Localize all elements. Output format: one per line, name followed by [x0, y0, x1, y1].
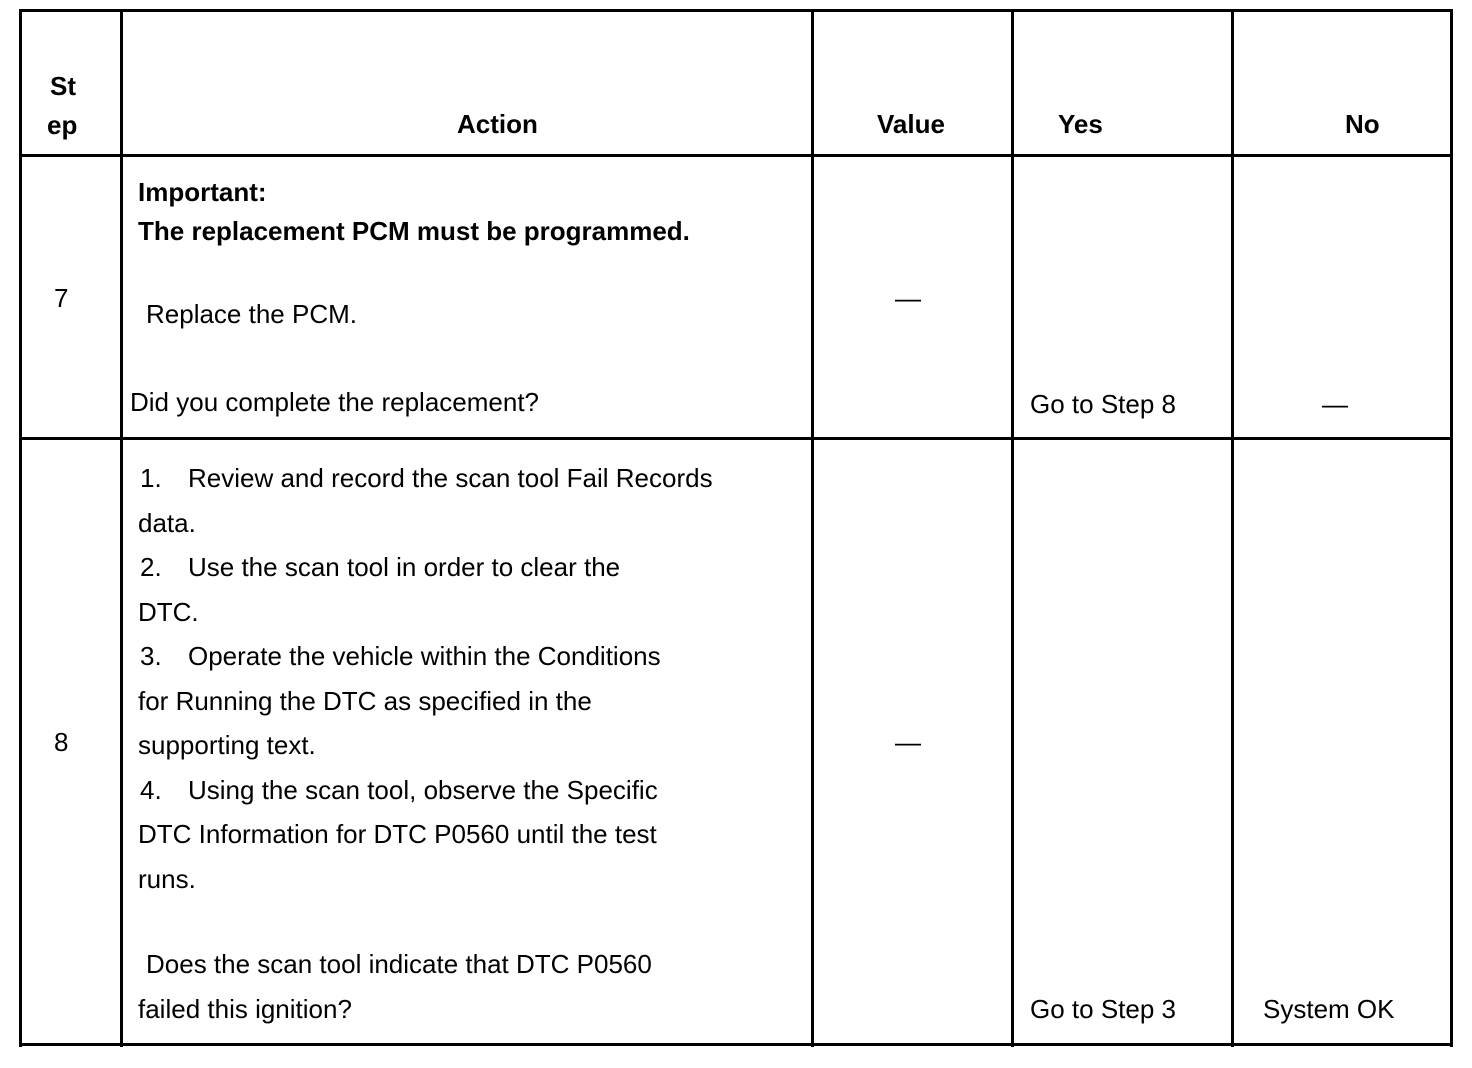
instruction-text: Replace the PCM.: [146, 299, 357, 329]
header-action: Action: [457, 109, 538, 139]
header-step-line1: St: [50, 71, 76, 101]
list-item-text: Use the scan tool in order to clear the: [188, 552, 621, 582]
list-item-number: 3.: [140, 641, 162, 671]
list-item-continuation: DTC Information for DTC P0560 until the test: [138, 819, 657, 849]
question-text: Does the scan tool indicate that DTC P0560: [146, 949, 652, 979]
important-text: The replacement PCM must be programmed.: [138, 216, 690, 246]
list-item-text: Operate the vehicle within the Conditions: [188, 641, 661, 671]
list-item-text: Using the scan tool, observe the Specific: [188, 775, 658, 805]
list-item-continuation: DTC.: [138, 597, 199, 627]
header-step-line2: ep: [47, 110, 78, 140]
no-cell: —: [1322, 389, 1348, 419]
question-text: Did you complete the replacement?: [130, 387, 540, 417]
list-item-number: 4.: [140, 775, 162, 805]
table-border-right: [1450, 9, 1453, 1047]
header-yes: Yes: [1058, 109, 1103, 139]
table-border-left: [19, 9, 22, 1047]
list-item: [140, 554, 620, 580]
list-item-continuation: runs.: [138, 864, 196, 894]
row-divider: [19, 437, 1453, 440]
table-border-bottom: [19, 1043, 1453, 1046]
list-item: [140, 465, 713, 491]
question-text-continuation: failed this ignition?: [138, 994, 352, 1024]
important-label: Important:: [138, 177, 267, 207]
list-item-number: 2.: [140, 552, 162, 582]
step-number: 8: [54, 727, 69, 757]
header-divider: [19, 154, 1453, 157]
list-item-continuation: supporting text.: [138, 730, 316, 760]
column-divider-action: [811, 9, 814, 1047]
list-item-text: Review and record the scan tool Fail Records: [188, 463, 713, 493]
yes-cell: Go to Step 8: [1030, 389, 1176, 419]
table-border-top: [19, 9, 1453, 12]
header-no: No: [1345, 109, 1380, 139]
list-item-continuation: for Running the DTC as specified in the: [138, 686, 592, 716]
column-divider-yes: [1231, 9, 1234, 1047]
list-item-number: 1.: [140, 463, 162, 493]
column-divider-step: [120, 9, 123, 1047]
list-item: [140, 643, 661, 669]
list-item: [140, 777, 658, 803]
header-value: Value: [877, 109, 945, 139]
value-cell: —: [895, 283, 921, 313]
step-number: 7: [54, 283, 69, 313]
list-item-continuation: data.: [138, 508, 196, 538]
value-cell: —: [895, 727, 921, 757]
yes-cell: Go to Step 3: [1030, 994, 1176, 1024]
no-cell: System OK: [1263, 994, 1395, 1024]
column-divider-value: [1011, 9, 1014, 1047]
